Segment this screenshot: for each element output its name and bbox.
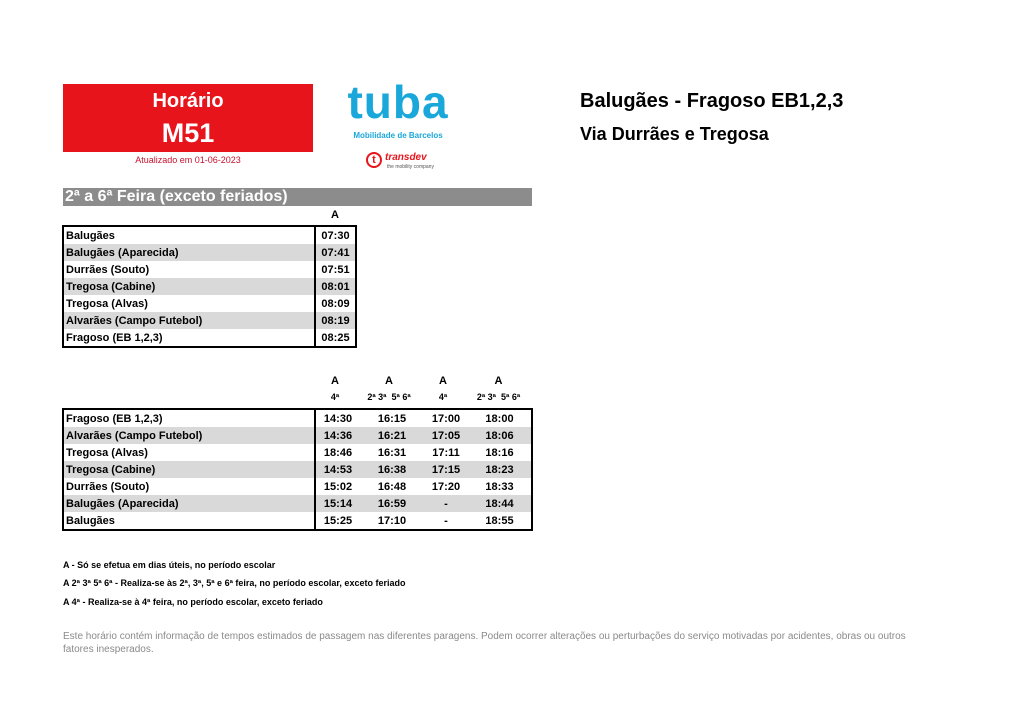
t2-col-note: A <box>385 375 393 387</box>
departure-time: 08:19 <box>315 312 356 329</box>
stop-name: Alvarães (Campo Futebol) <box>63 312 315 329</box>
table-row <box>63 278 356 295</box>
table-row <box>63 261 356 278</box>
stop-name: Tregosa (Cabine) <box>63 278 315 295</box>
departure-time: - <box>444 514 448 527</box>
departure-time: 14:36 <box>315 427 360 444</box>
departure-time: 17:20 <box>431 480 461 493</box>
stop-name: Durrães (Souto) <box>63 478 315 495</box>
table-row <box>63 478 532 495</box>
table-row <box>63 461 532 478</box>
tuba-logo-text: tuba <box>347 80 449 126</box>
footnote: A - Só se efetua em dias úteis, no período escolar <box>63 560 276 570</box>
departure-time: 16:31 <box>377 446 407 459</box>
stop-name: Durrães (Souto) <box>63 261 315 278</box>
table-row <box>63 312 356 329</box>
transdev-logo <box>366 150 436 172</box>
departure-time: 15:02 <box>323 480 353 493</box>
table-row <box>63 329 356 347</box>
t1-col-note: A <box>331 209 339 221</box>
departure-time: 08:01 <box>315 278 356 295</box>
t2-col-days: 2ª 3ª 5ª 6ª <box>367 392 411 402</box>
table-row <box>63 444 532 461</box>
departure-time: 14:30 <box>323 412 353 425</box>
departure-time: 16:48 <box>377 480 407 493</box>
departure-time: 07:51 <box>321 263 350 276</box>
t2-col-days: 4ª <box>438 392 448 402</box>
departure-time: 17:00 <box>431 412 461 425</box>
departure-time: 07:41 <box>315 244 356 261</box>
departure-time: 17:05 <box>424 427 468 444</box>
departure-time: 15:25 <box>323 514 353 527</box>
table-row <box>63 512 532 530</box>
table-row <box>63 226 356 244</box>
departure-time: 14:53 <box>315 461 360 478</box>
route-title: Balugães - Fragoso EB1,2,3 <box>580 90 844 112</box>
departure-time: 08:25 <box>321 331 350 344</box>
table-row <box>63 409 532 427</box>
schedule-header-box <box>63 84 313 152</box>
departure-time: 18:44 <box>468 495 532 512</box>
t2-col-note: A <box>439 375 447 387</box>
departure-time: - <box>424 495 468 512</box>
stop-name: Alvarães (Campo Futebol) <box>63 427 315 444</box>
departure-time: 18:23 <box>468 461 532 478</box>
footnote: A 4ª - Realiza-se à 4ª feira, no período escolar, exceto feriado <box>63 597 323 607</box>
t2-col-note: A <box>331 375 339 387</box>
table-row <box>63 295 356 312</box>
afternoon-timetable <box>62 408 533 531</box>
t2-col-days: 4ª <box>330 392 340 402</box>
t2-col-note: A <box>494 375 503 387</box>
departure-time: 17:11 <box>432 446 460 459</box>
stop-name: Tregosa (Alvas) <box>63 444 315 461</box>
transdev-name: transdev <box>385 152 427 163</box>
table-row <box>63 495 532 512</box>
route-via: Via Durrães e Tregosa <box>580 124 769 144</box>
stop-name: Tregosa (Cabine) <box>63 461 315 478</box>
morning-timetable <box>62 225 357 348</box>
departure-time: 18:33 <box>485 480 514 493</box>
departure-time: 18:00 <box>485 412 514 425</box>
stop-name: Fragoso (EB 1,2,3) <box>63 409 315 427</box>
section-title: 2ª a 6ª Feira (exceto feriados) <box>63 188 532 206</box>
table-row <box>63 244 356 261</box>
t2-col-days: 2ª 3ª 5ª 6ª <box>476 392 521 402</box>
tuba-logo <box>322 80 474 126</box>
departure-time: 18:55 <box>485 514 514 527</box>
departure-time: 16:59 <box>360 495 424 512</box>
departure-time: 16:38 <box>360 461 424 478</box>
disclaimer: Este horário contém informação de tempos estimados de passagem nas diferentes paragens. Podem ocorrer alterações ou perturbações do serviço motivadas por acidentes, obras ou outros fatores inesperados. <box>63 631 906 655</box>
route-code: M51 <box>161 118 215 148</box>
stop-name: Balugães (Aparecida) <box>63 495 315 512</box>
stop-name: Fragoso (EB 1,2,3) <box>63 329 315 347</box>
stop-name: Balugães <box>63 226 315 244</box>
departure-time: 16:21 <box>360 427 424 444</box>
departure-time: 18:06 <box>468 427 532 444</box>
schedule-label: Horário <box>152 90 224 112</box>
stop-name: Balugães (Aparecida) <box>63 244 315 261</box>
departure-time: 17:10 <box>377 514 407 527</box>
stop-name: Tregosa (Alvas) <box>63 295 315 312</box>
table-row <box>63 427 532 444</box>
footnote: A 2ª 3ª 5ª 6ª - Realiza-se às 2ª, 3ª, 5ª e 6ª feira, no período escolar, exceto feriado <box>63 578 406 588</box>
departure-time: 16:15 <box>377 412 407 425</box>
stop-name: Balugães <box>63 512 315 530</box>
departure-time: 17:15 <box>424 461 468 478</box>
departure-time: 15:14 <box>315 495 360 512</box>
updated-date: Atualizado em 01-06-2023 <box>135 155 241 165</box>
tuba-subtitle: Mobilidade de Barcelos <box>353 131 443 140</box>
transdev-tagline: the mobility company <box>387 164 434 170</box>
departure-time: 18:16 <box>485 446 514 459</box>
departure-time: 08:09 <box>321 297 350 310</box>
transdev-mark-icon: t <box>366 152 382 168</box>
departure-time: 18:46 <box>323 446 353 459</box>
departure-time: 07:30 <box>321 229 350 242</box>
